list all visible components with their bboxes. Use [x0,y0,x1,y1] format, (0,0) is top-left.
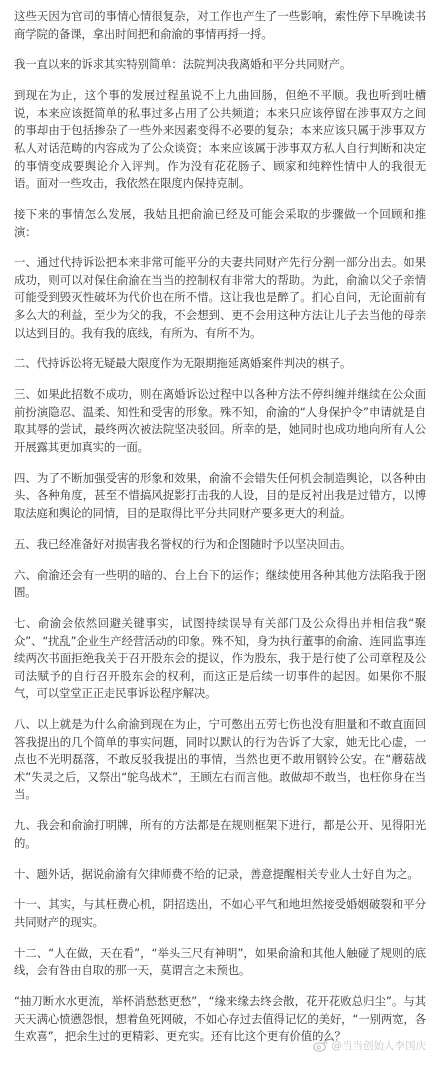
paragraph-9: 五、我已经准备好对损害我名誉权的行为和企图随时予以坚决回击。 [14,536,352,551]
paragraph-17: “抽刀断水水更流，举杯消愁愁更愁”，“缘来缘去终会散，花开花败总归尘”。与其天天满心愤懑怨恨，想着鱼死网破，不如心存过去值得记忆的美好，“一别两宽，各生欢喜”，把余生过的更精彩、更充实。还有比这个更有价值的么？ [14,994,426,1044]
paragraph-2: 我一直以来的诉求其实特别简单：法院判决我离婚和平分共同财产。 [14,57,352,72]
paragraph-3: 到现在为止，这个事的发展过程虽说不上九曲回肠，但绝不平顺。我也听到吐槽说，本来应该挺简单的私事过多占用了公共频道；本来只应该停留在涉事双方之间的事却由于包括掺杂了一些外来因素变得不必要的复杂；本来应该只属于涉事双方私人对话范畴的内容成为了公众谈资；本来应该属于涉事双方私人自行判断和决定的事情变成要舆论介入评判。作为没有花花肠子、顾家和纯粹性情中人的我很无语。面对一些攻击，我依然在限度内保持克制。 [14,88,426,191]
paragraph-7: 三、如果此招数不成功，则在离婚诉讼过程中以各种方法不停纠缠并继续在公众面前扮演隐忍、温柔、知性和受害的形象。殊不知，俞渝的“人身保护令”申请就是自取其辱的尝试，最终两次被法院坚决驳回。所幸的是，她同时也成功地向所有人公开展露其更加真实的一面。 [14,387,426,454]
paragraph-4: 接下来的事情怎么发展，我姑且把俞渝已经及可能会采取的步骤做一个回顾和推演： [14,206,426,239]
paragraph-10: 六、俞渝还会有一些明的暗的、台上台下的运作；继续使用各种其他方法陷我于囹圄。 [14,567,426,600]
paragraph-16: 十二、“人在做，天在看”，“举头三尺有神明”，如果俞渝和其他人触碰了规则的底线，会有咎由自取的那一天，莫谓言之未预也。 [14,945,426,978]
paragraph-6: 二、代持诉讼将无疑最大限度作为无限期拖延离婚案件判决的棋子。 [14,356,352,371]
paragraph-13: 九、我会和俞渝打明牌，所有的方法都是在规则框架下进行，都是公开、见得阳光的。 [14,818,426,850]
paragraph-8: 四、为了不断加强受害的形象和效果，俞渝不会错失任何机会制造舆论，以各种由头、各种角度，甚至不惜搞风捉影打击我的人设，目的是反衬出我是过错方，以博取法庭和舆论的同情，目的是取得比平分共同财产要多更大的利益。 [14,470,426,520]
paragraph-11: 七、俞渝会依然回避关键事实，试图持续误导有关部门及公众得出并相信我“聚众”、“扰乱”企业生产经营活动的印象。殊不知，身为执行董事的俞渝、连同监事连续两次书面拒绝我关于召开股东会的提议，作为股东，我于是行使了公司章程及公司法赋予的自行召开股东会的权利，而这正是后续一切事件的起因。如果你不服气，可以堂堂正正走民事诉讼程序解决。 [14,615,426,701]
weibo-watermark [313,1038,427,1053]
paragraph-15: 十一、其实，与其枉费心机，阴招迭出，不如心平气和地坦然接受婚姻破裂和平分共同财产的现实。 [14,897,426,929]
watermark-text: @当当创始人李国庆 [331,1040,426,1052]
paragraph-5: 一、通过代持诉讼把本来非常可能平分的夫妻共同财产先行分割一部分出去。如果成功，则可以对保住俞渝在当当的控制权有非常大的帮助。为此，俞渝以父子亲情可能受到毁灭性破坏为代价也在所不惜。这让我也是醉了。扪心自问，无论面前有多么大的利益，至少为父的我，不会想到、更不会用这种方法让儿子去当他的母亲以达到目的。我有我的底线，有所为、有所不为。 [14,255,426,340]
paragraph-14: 十、题外话，据说俞渝有欠律师费不给的记录，善意提醒相关专业人士好自为之。 [14,866,419,881]
weibo-icon [313,1039,328,1052]
paragraph-12: 八、以上就是为什么俞渝到现在为止，宁可憋出五劳七伤也没有胆量和不敢直面回答我提出的几个简单的事实问题，同时以默认的行为告诉了大家，她无比心虚，一点也不光明磊落，不敢反驳我提出的事情，当然也更不敢用钢铃公安。在“蘑菇战术”失灵之后，又祭出“鸵鸟战术”，王顾左右而言他。敢做却不敢当，也枉你身在当当。 [14,717,426,802]
paragraph-1: 这些天因为官司的事情心情很复杂，对工作也产生了一些影响，索性停下早晚读书商学院的备课，拿出时间把和俞渝的事情再捋一捋。 [14,9,426,41]
